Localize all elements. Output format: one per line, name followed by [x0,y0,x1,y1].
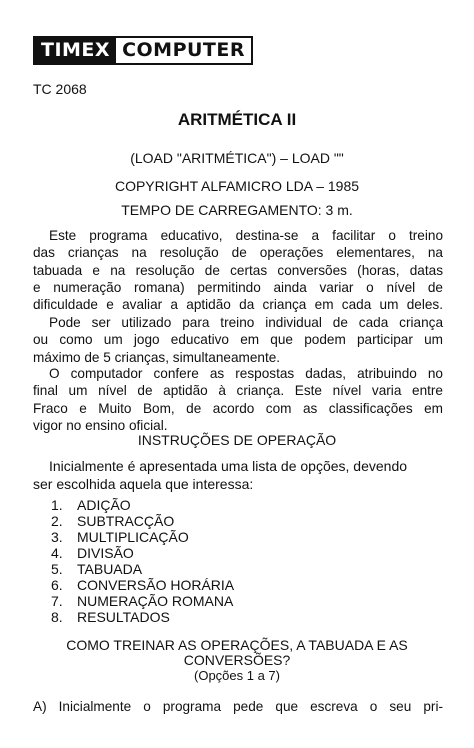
option-label: RESULTADOS [77,609,170,625]
list-item [51,497,234,513]
step-a-text: A) Inicialmente o programa pede que escreva o seu pri- [33,699,443,714]
text-line: Este programa educativo, destina-se a facilitar o treino [49,228,443,243]
text-line: O computador confere as respostas dadas, atribuindo no [49,366,443,381]
option-number: 3. [51,529,63,545]
text-line: Pode ser utilizado para treino individual de cada criança [49,315,443,330]
product-code: TC 2068 [33,81,87,97]
text-line: e numeração romana) permitindo ainda variar o nível de [33,279,443,295]
option-label: SUBTRACÇÃO [77,513,175,529]
text-line: ou como um jogo educativo em que podem participar um [33,332,443,348]
load-time: TEMPO DE CARREGAMENTO: 3 m. [121,202,353,218]
option-number: 7. [51,593,63,609]
list-item [51,609,234,625]
text-line: máximo de 5 crianças, simultaneamente. [33,349,281,365]
list-item [51,561,234,577]
text-line: das crianças na resolução de operações elementares, na [33,245,443,261]
logo-timex-text: TIMEX [35,38,116,63]
description-paragraph-1 [33,227,443,313]
text-line: Fraco e Muito Bom, de acordo com as classificações em [33,400,443,416]
option-number: 8. [51,609,63,625]
option-number: 2. [51,513,63,529]
training-heading-line-1: COMO TREINAR AS OPERAÇÕES, A TABUADA E AS [66,637,408,653]
option-label: NUMERAÇÃO ROMANA [77,593,234,609]
text-line: vigor no ensino oficial. [33,417,168,433]
option-number: 4. [51,545,63,561]
option-label: MULTIPLICAÇÃO [77,529,189,545]
option-number: 5. [51,561,63,577]
instructions-heading: INSTRUÇÕES DE OPERAÇÃO [137,432,337,448]
options-list [51,497,234,625]
description-paragraph-2 [33,314,443,366]
text-line: Inicialmente é apresentada uma lista de opções, devendo [49,458,408,474]
text-line: final um nível de aptidão à criança. Este nível varia entre [33,383,443,399]
list-item [51,545,234,561]
list-item [51,513,234,529]
option-label: ADIÇÃO [77,497,131,513]
option-label: CONVERSÃO HORÁRIA [77,577,235,593]
load-instruction: (LOAD "ARITMÉTICA") – LOAD "" [130,150,344,166]
text-line: dificuldade e avaliar a aptidão da criança em cada um deles. [33,297,443,313]
document-title: ARITMÉTICA II [177,110,297,129]
description-paragraph-3 [33,365,443,434]
option-number: 1. [51,497,63,513]
list-item [51,529,234,545]
instructions-intro [33,458,443,493]
list-item [51,577,234,593]
option-label: TABUADA [77,561,143,577]
option-label: DIVISÃO [77,545,134,561]
training-subheading: (Opções 1 a 7) [194,668,280,683]
copyright-line: COPYRIGHT ALFAMICRO LDA – 1985 [114,178,360,194]
training-heading-line-2: CONVERSÕES? [183,652,291,668]
logo-computer-text: COMPUTER [116,38,251,63]
list-item [51,593,234,609]
timex-computer-logo [33,36,253,65]
text-line: ser escolhida aquela que interessa: [33,475,254,492]
text-line: tabuada e na resolução de certas conversões (horas, datas [33,262,443,278]
option-number: 6. [51,577,63,593]
